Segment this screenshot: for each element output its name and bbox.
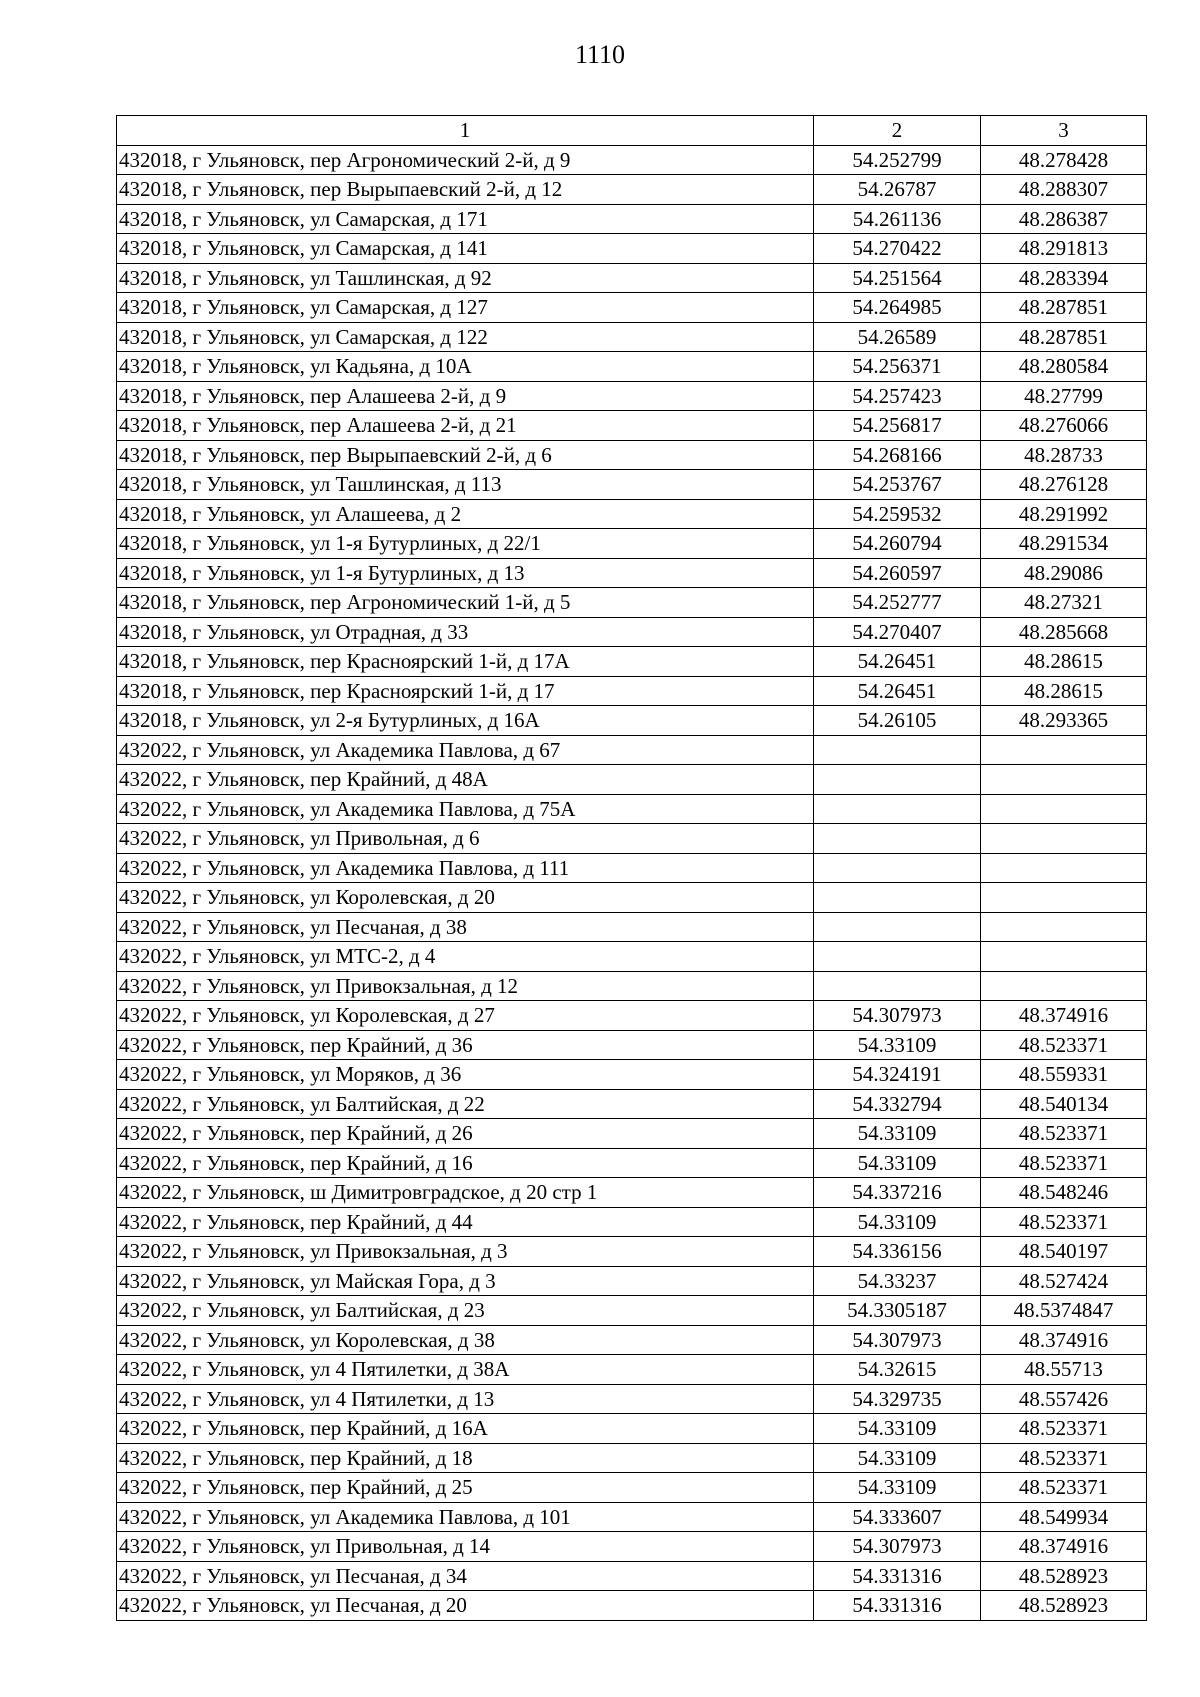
longitude-cell: 48.293365 [981, 706, 1147, 736]
table-row [117, 470, 1147, 500]
longitude-cell: 48.523371 [981, 1414, 1147, 1444]
table-row [117, 1237, 1147, 1267]
longitude-cell [981, 971, 1147, 1001]
address-cell: 432022, г Ульяновск, пер Крайний, д 26 [117, 1119, 814, 1149]
longitude-cell: 48.374916 [981, 1532, 1147, 1562]
longitude-cell [981, 912, 1147, 942]
longitude-cell: 48.374916 [981, 1001, 1147, 1031]
address-cell: 432022, г Ульяновск, пер Крайний, д 25 [117, 1473, 814, 1503]
address-cell: 432022, г Ульяновск, ул Балтийская, д 23 [117, 1296, 814, 1326]
table-row [117, 1384, 1147, 1414]
longitude-cell: 48.291534 [981, 529, 1147, 559]
latitude-cell: 54.324191 [814, 1060, 981, 1090]
longitude-cell: 48.27799 [981, 381, 1147, 411]
longitude-cell: 48.27321 [981, 588, 1147, 618]
table-row [117, 293, 1147, 323]
address-cell: 432018, г Ульяновск, ул 1-я Бутурлиных, д 22/1 [117, 529, 814, 559]
address-cell: 432018, г Ульяновск, пер Агрономический 2-й, д 9 [117, 145, 814, 175]
address-cell: 432022, г Ульяновск, пер Крайний, д 48А [117, 765, 814, 795]
table-row [117, 1266, 1147, 1296]
table-row [117, 824, 1147, 854]
address-cell: 432018, г Ульяновск, пер Вырыпаевский 2-й, д 6 [117, 440, 814, 470]
longitude-cell: 48.540134 [981, 1089, 1147, 1119]
address-cell: 432018, г Ульяновск, ул 2-я Бутурлиных, д 16А [117, 706, 814, 736]
address-cell: 432018, г Ульяновск, пер Красноярский 1-й, д 17 [117, 676, 814, 706]
longitude-cell: 48.523371 [981, 1443, 1147, 1473]
table-row [117, 558, 1147, 588]
table-row [117, 352, 1147, 382]
latitude-cell: 54.331316 [814, 1561, 981, 1591]
table-row [117, 765, 1147, 795]
table-row [117, 1030, 1147, 1060]
address-cell: 432022, г Ульяновск, ул Песчаная, д 34 [117, 1561, 814, 1591]
longitude-cell: 48.283394 [981, 263, 1147, 293]
address-cell: 432022, г Ульяновск, ул Песчаная, д 20 [117, 1591, 814, 1621]
table-row [117, 883, 1147, 913]
address-cell: 432022, г Ульяновск, ш Димитровградское, д 20 стр 1 [117, 1178, 814, 1208]
latitude-cell: 54.26105 [814, 706, 981, 736]
longitude-cell: 48.276128 [981, 470, 1147, 500]
latitude-cell: 54.33109 [814, 1207, 981, 1237]
latitude-cell: 54.270422 [814, 234, 981, 264]
table-row [117, 1591, 1147, 1621]
latitude-cell: 54.33109 [814, 1443, 981, 1473]
address-cell: 432022, г Ульяновск, ул Академика Павлова, д 101 [117, 1502, 814, 1532]
latitude-cell [814, 942, 981, 972]
latitude-cell: 54.3305187 [814, 1296, 981, 1326]
address-cell: 432022, г Ульяновск, ул Моряков, д 36 [117, 1060, 814, 1090]
latitude-cell: 54.33237 [814, 1266, 981, 1296]
latitude-cell: 54.333607 [814, 1502, 981, 1532]
table-row [117, 1178, 1147, 1208]
longitude-cell: 48.291813 [981, 234, 1147, 264]
latitude-cell: 54.26451 [814, 676, 981, 706]
address-cell: 432018, г Ульяновск, ул 1-я Бутурлиных, д 13 [117, 558, 814, 588]
latitude-cell: 54.33109 [814, 1414, 981, 1444]
address-cell: 432018, г Ульяновск, ул Самарская, д 141 [117, 234, 814, 264]
table-row [117, 1355, 1147, 1385]
address-cell: 432022, г Ульяновск, пер Крайний, д 16 [117, 1148, 814, 1178]
longitude-cell: 48.523371 [981, 1119, 1147, 1149]
longitude-cell [981, 794, 1147, 824]
longitude-cell: 48.28615 [981, 647, 1147, 677]
latitude-cell: 54.251564 [814, 263, 981, 293]
longitude-cell: 48.28733 [981, 440, 1147, 470]
latitude-cell: 54.268166 [814, 440, 981, 470]
address-cell: 432018, г Ульяновск, пер Алашеева 2-й, д 9 [117, 381, 814, 411]
address-coordinates-table [116, 115, 1147, 1621]
table-row [117, 1089, 1147, 1119]
table-row [117, 1148, 1147, 1178]
latitude-cell: 54.256817 [814, 411, 981, 441]
table-row [117, 234, 1147, 264]
latitude-cell: 54.252799 [814, 145, 981, 175]
table-row [117, 1325, 1147, 1355]
latitude-cell [814, 824, 981, 854]
table-row [117, 263, 1147, 293]
address-cell: 432022, г Ульяновск, пер Крайний, д 16А [117, 1414, 814, 1444]
table-row [117, 204, 1147, 234]
longitude-cell: 48.523371 [981, 1207, 1147, 1237]
latitude-cell: 54.260794 [814, 529, 981, 559]
address-cell: 432018, г Ульяновск, пер Алашеева 2-й, д 21 [117, 411, 814, 441]
latitude-cell: 54.259532 [814, 499, 981, 529]
address-cell: 432022, г Ульяновск, ул Королевская, д 27 [117, 1001, 814, 1031]
latitude-cell [814, 765, 981, 795]
longitude-cell: 48.287851 [981, 322, 1147, 352]
table-header-row [117, 116, 1147, 146]
latitude-cell: 54.307973 [814, 1532, 981, 1562]
latitude-cell: 54.307973 [814, 1001, 981, 1031]
address-cell: 432018, г Ульяновск, пер Вырыпаевский 2-й, д 12 [117, 175, 814, 205]
address-cell: 432018, г Ульяновск, ул Алашеева, д 2 [117, 499, 814, 529]
table-row [117, 1119, 1147, 1149]
latitude-cell: 54.33109 [814, 1148, 981, 1178]
latitude-cell: 54.336156 [814, 1237, 981, 1267]
table-row [117, 588, 1147, 618]
latitude-cell [814, 971, 981, 1001]
latitude-cell [814, 794, 981, 824]
table-row [117, 529, 1147, 559]
longitude-cell: 48.291992 [981, 499, 1147, 529]
address-cell: 432018, г Ульяновск, ул Ташлинская, д 113 [117, 470, 814, 500]
longitude-cell [981, 824, 1147, 854]
table-body [117, 145, 1147, 1620]
address-cell: 432022, г Ульяновск, ул Академика Павлова, д 75А [117, 794, 814, 824]
longitude-cell: 48.540197 [981, 1237, 1147, 1267]
table-row [117, 322, 1147, 352]
address-cell: 432018, г Ульяновск, пер Красноярский 1-й, д 17А [117, 647, 814, 677]
latitude-cell: 54.260597 [814, 558, 981, 588]
longitude-cell: 48.280584 [981, 352, 1147, 382]
longitude-cell: 48.528923 [981, 1561, 1147, 1591]
table-row [117, 1296, 1147, 1326]
table-row [117, 145, 1147, 175]
latitude-cell: 54.270407 [814, 617, 981, 647]
address-cell: 432018, г Ульяновск, ул Самарская, д 171 [117, 204, 814, 234]
latitude-cell: 54.257423 [814, 381, 981, 411]
latitude-cell [814, 735, 981, 765]
address-cell: 432022, г Ульяновск, ул Королевская, д 38 [117, 1325, 814, 1355]
table-row [117, 175, 1147, 205]
latitude-cell: 54.32615 [814, 1355, 981, 1385]
address-cell: 432022, г Ульяновск, ул Академика Павлова, д 67 [117, 735, 814, 765]
table-row [117, 706, 1147, 736]
address-cell: 432022, г Ульяновск, ул Привокзальная, д 3 [117, 1237, 814, 1267]
table-row [117, 617, 1147, 647]
latitude-cell: 54.253767 [814, 470, 981, 500]
address-cell: 432018, г Ульяновск, ул Отрадная, д 33 [117, 617, 814, 647]
latitude-cell: 54.332794 [814, 1089, 981, 1119]
column-header-2: 2 [814, 116, 981, 146]
address-cell: 432022, г Ульяновск, ул Привольная, д 6 [117, 824, 814, 854]
longitude-cell: 48.523371 [981, 1473, 1147, 1503]
longitude-cell: 48.5374847 [981, 1296, 1147, 1326]
column-header-3: 3 [981, 116, 1147, 146]
table-row [117, 1443, 1147, 1473]
table-row [117, 1001, 1147, 1031]
table-row [117, 853, 1147, 883]
address-cell: 432022, г Ульяновск, пер Крайний, д 36 [117, 1030, 814, 1060]
table-row [117, 942, 1147, 972]
address-cell: 432022, г Ульяновск, ул Привокзальная, д 12 [117, 971, 814, 1001]
longitude-cell: 48.548246 [981, 1178, 1147, 1208]
longitude-cell [981, 735, 1147, 765]
longitude-cell: 48.276066 [981, 411, 1147, 441]
latitude-cell: 54.26787 [814, 175, 981, 205]
address-cell: 432022, г Ульяновск, пер Крайний, д 44 [117, 1207, 814, 1237]
latitude-cell: 54.33109 [814, 1119, 981, 1149]
longitude-cell: 48.559331 [981, 1060, 1147, 1090]
longitude-cell [981, 765, 1147, 795]
longitude-cell: 48.286387 [981, 204, 1147, 234]
latitude-cell: 54.33109 [814, 1473, 981, 1503]
longitude-cell: 48.29086 [981, 558, 1147, 588]
latitude-cell: 54.33109 [814, 1030, 981, 1060]
longitude-cell [981, 853, 1147, 883]
longitude-cell: 48.523371 [981, 1030, 1147, 1060]
address-cell: 432022, г Ульяновск, ул Песчаная, д 38 [117, 912, 814, 942]
page-number: 1110 [574, 40, 626, 69]
address-cell: 432022, г Ульяновск, ул МТС-2, д 4 [117, 942, 814, 972]
address-cell: 432022, г Ульяновск, ул Академика Павлова, д 111 [117, 853, 814, 883]
address-cell: 432022, г Ульяновск, ул 4 Пятилетки, д 13 [117, 1384, 814, 1414]
latitude-cell [814, 883, 981, 913]
table-row [117, 1561, 1147, 1591]
longitude-cell: 48.549934 [981, 1502, 1147, 1532]
longitude-cell [981, 942, 1147, 972]
longitude-cell [981, 883, 1147, 913]
table-row [117, 411, 1147, 441]
latitude-cell [814, 912, 981, 942]
longitude-cell: 48.527424 [981, 1266, 1147, 1296]
table-row [117, 381, 1147, 411]
longitude-cell: 48.557426 [981, 1384, 1147, 1414]
table-row [117, 1207, 1147, 1237]
longitude-cell: 48.523371 [981, 1148, 1147, 1178]
latitude-cell: 54.331316 [814, 1591, 981, 1621]
table-row [117, 1414, 1147, 1444]
address-cell: 432022, г Ульяновск, ул Привольная, д 14 [117, 1532, 814, 1562]
longitude-cell: 48.288307 [981, 175, 1147, 205]
longitude-cell: 48.55713 [981, 1355, 1147, 1385]
longitude-cell: 48.374916 [981, 1325, 1147, 1355]
address-cell: 432022, г Ульяновск, пер Крайний, д 18 [117, 1443, 814, 1473]
latitude-cell: 54.329735 [814, 1384, 981, 1414]
table-row [117, 676, 1147, 706]
table-row [117, 1502, 1147, 1532]
latitude-cell: 54.256371 [814, 352, 981, 382]
table-row [117, 735, 1147, 765]
latitude-cell: 54.252777 [814, 588, 981, 618]
table-row [117, 1060, 1147, 1090]
longitude-cell: 48.278428 [981, 145, 1147, 175]
longitude-cell: 48.528923 [981, 1591, 1147, 1621]
longitude-cell: 48.28615 [981, 676, 1147, 706]
latitude-cell: 54.261136 [814, 204, 981, 234]
address-cell: 432018, г Ульяновск, ул Самарская, д 127 [117, 293, 814, 323]
latitude-cell: 54.26589 [814, 322, 981, 352]
table-row [117, 1473, 1147, 1503]
address-cell: 432018, г Ульяновск, ул Кадьяна, д 10А [117, 352, 814, 382]
table-row [117, 499, 1147, 529]
column-header-1: 1 [117, 116, 814, 146]
latitude-cell: 54.307973 [814, 1325, 981, 1355]
table-row [117, 440, 1147, 470]
address-cell: 432022, г Ульяновск, ул Майская Гора, д 3 [117, 1266, 814, 1296]
address-cell: 432018, г Ульяновск, ул Самарская, д 122 [117, 322, 814, 352]
table-row [117, 912, 1147, 942]
latitude-cell: 54.337216 [814, 1178, 981, 1208]
table-row [117, 1532, 1147, 1562]
latitude-cell [814, 853, 981, 883]
table-row [117, 794, 1147, 824]
address-cell: 432018, г Ульяновск, пер Агрономический 1-й, д 5 [117, 588, 814, 618]
address-cell: 432018, г Ульяновск, ул Ташлинская, д 92 [117, 263, 814, 293]
longitude-cell: 48.285668 [981, 617, 1147, 647]
address-cell: 432022, г Ульяновск, ул Балтийская, д 22 [117, 1089, 814, 1119]
longitude-cell: 48.287851 [981, 293, 1147, 323]
address-cell: 432022, г Ульяновск, ул 4 Пятилетки, д 38А [117, 1355, 814, 1385]
latitude-cell: 54.26451 [814, 647, 981, 677]
table-row [117, 971, 1147, 1001]
address-cell: 432022, г Ульяновск, ул Королевская, д 20 [117, 883, 814, 913]
table-row [117, 647, 1147, 677]
latitude-cell: 54.264985 [814, 293, 981, 323]
